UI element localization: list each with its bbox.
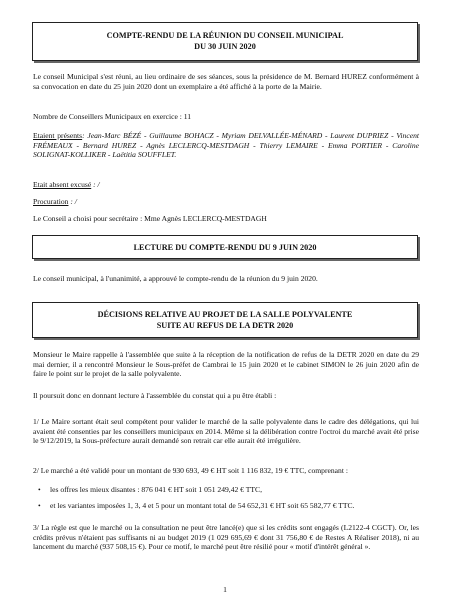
procuration-line [33, 197, 419, 207]
report-title-line2: DU 30 JUIN 2020 [194, 42, 256, 51]
secretary-line: Le Conseil a choisi pour secrétaire : Mme Agnès LECLERCQ-MESTDAGH [33, 214, 267, 223]
section2-paragraph-2: Il poursuit donc en donnant lecture à l'assemblée du constat qui a pu être établi : [33, 391, 277, 400]
bullet-icon: • [38, 485, 41, 494]
section2-paragraph-3: 1/ Le Maire sortant était seul compétent pour valider le marché de la salle polyvalente dans le cadre des délégations, qui lui avaient été consenties par les conseillers municipaux en 2014. Même si la délibération contre l'octroi du marché avait été prise le 9/12/2019, la Sous-préfecture aurait demandé son retrait car elle aurait été irrégulière. [33, 417, 419, 446]
section1-title-box [32, 235, 418, 259]
attendees-paragraph [33, 131, 419, 160]
section1-text: Le conseil municipal, à l'unanimité, a approuvé le compte-rendu de la réunion du 9 juin 2020. [33, 274, 318, 283]
procuration-value: : / [68, 197, 77, 206]
bullet-icon: • [38, 501, 41, 510]
section2-paragraph-4: 2/ Le marché a été validé pour un montant de 930 693, 49 € HT soit 1 116 832, 19 € TTC, comprenant : [33, 466, 348, 475]
attendees-label: Etaient présents [33, 131, 83, 140]
absent-line [33, 180, 419, 190]
list-item [38, 501, 418, 511]
attendees-names: : Jean-Marc BÉZÉ - Guillaume BOHACZ - Myriam DELVALLÉE-MÉNARD - Laurent DUPRIEZ - Vincent FRÉMEAUX - Bernard HUREZ - Agnès LECLERCQ-MESTDAGH - Thierry LEMAIRE - Emma PORTIER - Caroline SOLIGNAT-KOLLIKER - Laëtitia SOUFFLET. [33, 131, 419, 160]
list-item-text: les offres les mieux disantes : 876 041 € HT soit 1 051 249,42 € TTC, [50, 485, 262, 494]
section2-title-line1: DÉCISIONS RELATIVE AU PROJET DE LA SALLE POLYVALENTE [97, 310, 353, 319]
report-title-box [32, 22, 418, 61]
procuration-label: Procuration [33, 197, 69, 206]
list-item-text: et les variantes imposées 1, 3, 4 et 5 pour un montant total de 54 652,31 € HT soit 65 582,77 € TTC. [50, 501, 355, 510]
section2-title-box [32, 302, 418, 338]
section1-title: LECTURE DU COMPTE-RENDU DU 9 JUIN 2020 [133, 243, 317, 252]
section2-title-line2: SUITE AU REFUS DE LA DETR 2020 [156, 321, 294, 330]
section2-paragraph-1: Monsieur le Maire rappelle à l'assemblée que suite à la réception de la notification de refus de la DETR 2020 en date du 29 mai dernier, il a rencontré Monsieur le Sous-préfet de Cambrai le 15 juin 2020 et le cabinet SIMON le 26 juin 2020 afin de faire le point sur le projet de la salle polyvalente. [33, 350, 419, 379]
page-number: 1 [223, 585, 227, 594]
section2-paragraph-5: 3/ La règle est que le marché ou la consultation ne peut être lancé(e) que si les crédits sont engagés (L2122-4 CGCT). Or, les crédits prévus n'étaient pas suffisants ni au budget 2019 (1 029 695,69 € dont 31 756,80 € de Restes A Réaliser 2018), ni au lancement du marché (937 508,15 €). Pour ce motif, le marché peut être résilié pour « motif d'intérêt général ». [33, 523, 419, 552]
councillors-count: Nombre de Conseillers Municipaux en exercice : 11 [33, 112, 192, 121]
absent-value: : / [91, 180, 100, 189]
absent-label: Etait absent excusé [33, 180, 92, 189]
intro-paragraph: Le conseil Municipal s'est réuni, au lieu ordinaire de ses séances, sous la présidence de M. Bernard HUREZ conformément à sa convocation en date du 25 juin 2020 dont un exemplaire a été affiché à la porte de la Mairie. [33, 72, 419, 91]
report-title-line1: COMPTE-RENDU DE LA RÉUNION DU CONSEIL MUNICIPAL [106, 31, 344, 40]
list-item [38, 485, 418, 495]
